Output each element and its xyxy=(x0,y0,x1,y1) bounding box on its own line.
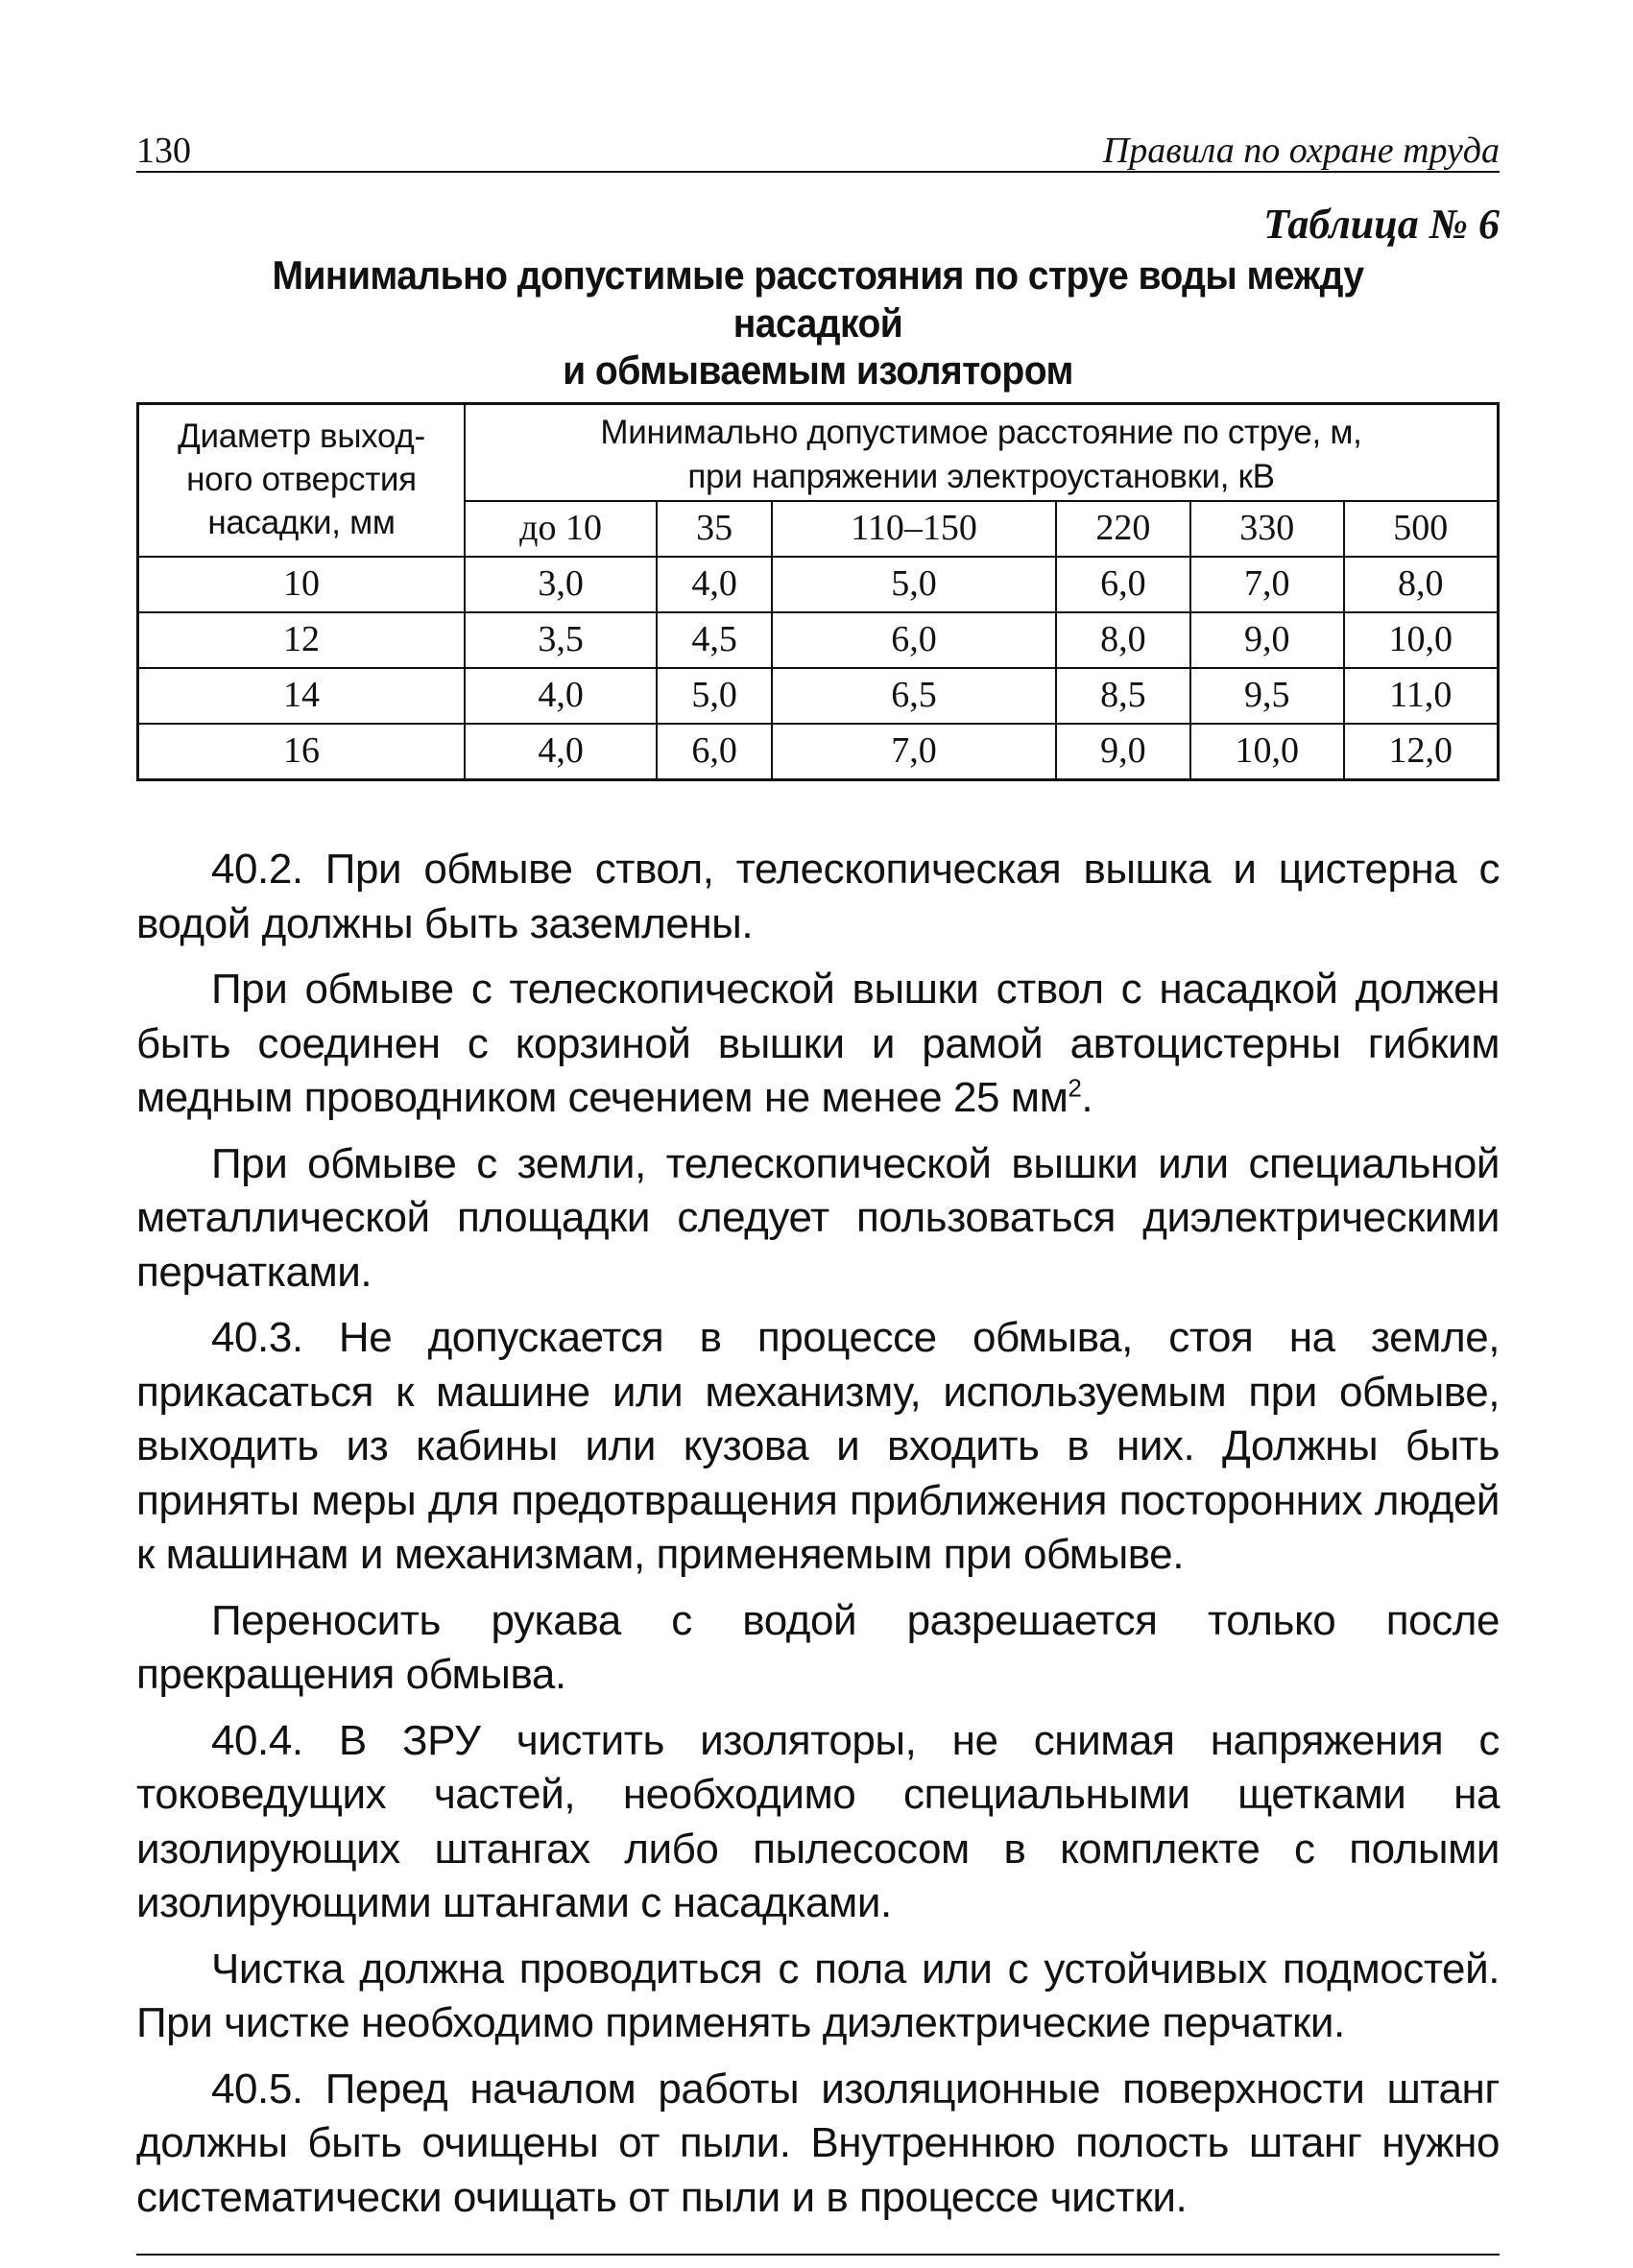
table-row xyxy=(138,557,1499,612)
diameter-cell: 10 xyxy=(138,557,466,612)
voltage-header-cell: 110–150 xyxy=(772,501,1056,557)
running-head xyxy=(136,117,1500,173)
voltage-header-cell: 500 xyxy=(1344,501,1499,557)
superscript: 2 xyxy=(1068,1073,1082,1103)
paragraph-text: Переносить рукава с водой разрешается только после прекращения обмыва. xyxy=(136,1596,1500,1699)
distance-cell: 3,5 xyxy=(465,612,657,668)
distance-cell: 6,0 xyxy=(1056,557,1190,612)
table-row xyxy=(138,612,1499,668)
distance-cell: 6,0 xyxy=(772,612,1056,668)
voltage-header-cell: 35 xyxy=(657,501,772,557)
distance-cell: 6,0 xyxy=(657,724,772,780)
distance-cell: 10,0 xyxy=(1190,724,1344,780)
book-page xyxy=(136,117,1500,2256)
header-diameter-line: насадки, мм xyxy=(207,503,396,541)
diameter-cell: 12 xyxy=(138,612,466,668)
distance-cell: 9,0 xyxy=(1190,612,1344,668)
distance-cell: 3,0 xyxy=(465,557,657,612)
paragraph xyxy=(136,1943,1500,2051)
paragraph-text: 40.2. При обмыве ствол, телескопическая вышка и цистерна с водой должны быть заземлены. xyxy=(136,846,1500,947)
distance-cell: 7,0 xyxy=(1190,557,1344,612)
header-min-distance xyxy=(465,404,1499,502)
distance-cell: 5,0 xyxy=(657,668,772,724)
distance-cell: 10,0 xyxy=(1344,612,1499,668)
page-number: 130 xyxy=(136,131,191,171)
table-number: Таблица № 6 xyxy=(1263,201,1500,248)
distance-cell: 9,0 xyxy=(1056,724,1190,780)
distance-cell: 4,5 xyxy=(657,612,772,668)
table-row xyxy=(138,724,1499,780)
body-text xyxy=(136,843,1500,2225)
paragraph-text: 40.5. Перед началом работы изоляционные поверхности штанг должны быть очищены от пыли. Внутреннюю полость штанг нужно систематически очищать от пыли и в процессе чистки. xyxy=(136,2065,1500,2221)
paragraph-text: При обмыве с земли, телескопической вышки или специальной металлической площадки следует пользоваться диэлектрическими перчатками. xyxy=(136,1139,1500,1296)
distance-cell: 4,0 xyxy=(465,668,657,724)
table-title-line: и обмываемым изолятором xyxy=(563,347,1073,394)
header-min-distance-line: Минимально допустимое расстояние по струе, м, xyxy=(600,414,1362,452)
running-title: Правила по охране труда xyxy=(1102,131,1500,171)
distance-cell: 8,5 xyxy=(1056,668,1190,724)
paragraph xyxy=(136,1311,1500,1583)
paragraph xyxy=(136,963,1500,1126)
table-body xyxy=(138,557,1499,780)
paragraph xyxy=(136,1594,1500,1703)
paragraph xyxy=(136,1714,1500,1931)
paragraph-tail: . xyxy=(1081,1074,1093,1122)
paragraph xyxy=(136,843,1500,951)
voltage-header-cell: 220 xyxy=(1056,501,1190,557)
paragraph-text: 40.3. Не допускается в процессе обмыва, стоя на земле, прикасаться к машине или механизму, используемым при обмыве, выходить из кабины или кузова и входить в них. Должны быть приняты меры для предотвращения приближения посторонних людей к машинам и механизмам, применяемым при обмыве. xyxy=(136,1314,1500,1579)
paragraph-text: При обмыве с телескопической вышки ствол с насадкой должен быть соединен с корзиной вышки и рамой автоцистерны гибким медным проводником сечением не менее 25 мм xyxy=(136,966,1500,1122)
diameter-cell: 14 xyxy=(138,668,466,724)
table-row xyxy=(138,668,1499,724)
distance-cell: 6,5 xyxy=(772,668,1056,724)
paragraph-text: Чистка должна проводиться с пола или с устойчивых подмостей. При чистке необходимо применять диэлектрические перчатки. xyxy=(136,1945,1500,2047)
header-diameter-line: ного отверстия xyxy=(186,461,417,499)
paragraph-text: 40.4. В ЗРУ чистить изоляторы, не снимая напряжения с токоведущих частей, необходимо специальными щетками на изолирующих штангах либо пылесосом в комплекте с полыми изолирующими штангами с насадками. xyxy=(136,1716,1500,1927)
diameter-cell: 16 xyxy=(138,724,466,780)
distance-cell: 4,0 xyxy=(465,724,657,780)
paragraph xyxy=(136,2063,1500,2226)
distance-cell: 12,0 xyxy=(1344,724,1499,780)
distance-table xyxy=(136,402,1500,781)
distance-cell: 8,0 xyxy=(1056,612,1190,668)
distance-cell: 9,5 xyxy=(1190,668,1344,724)
distance-cell: 5,0 xyxy=(772,557,1056,612)
voltage-header-cell: до 10 xyxy=(465,501,657,557)
voltage-header-cell: 330 xyxy=(1190,501,1344,557)
header-min-distance-line: при напряжении электроустановки, кВ xyxy=(687,457,1275,495)
table-title xyxy=(184,251,1453,394)
distance-cell: 11,0 xyxy=(1344,668,1499,724)
header-diameter-line: Диаметр выход- xyxy=(178,418,425,456)
distance-cell: 7,0 xyxy=(772,724,1056,780)
bottom-rule xyxy=(136,2254,1500,2256)
distance-cell: 8,0 xyxy=(1344,557,1499,612)
header-diameter xyxy=(138,404,466,558)
paragraph xyxy=(136,1137,1500,1301)
distance-cell: 4,0 xyxy=(657,557,772,612)
table-title-line: Минимально допустимые расстояния по струе воды между насадкой xyxy=(272,252,1364,346)
